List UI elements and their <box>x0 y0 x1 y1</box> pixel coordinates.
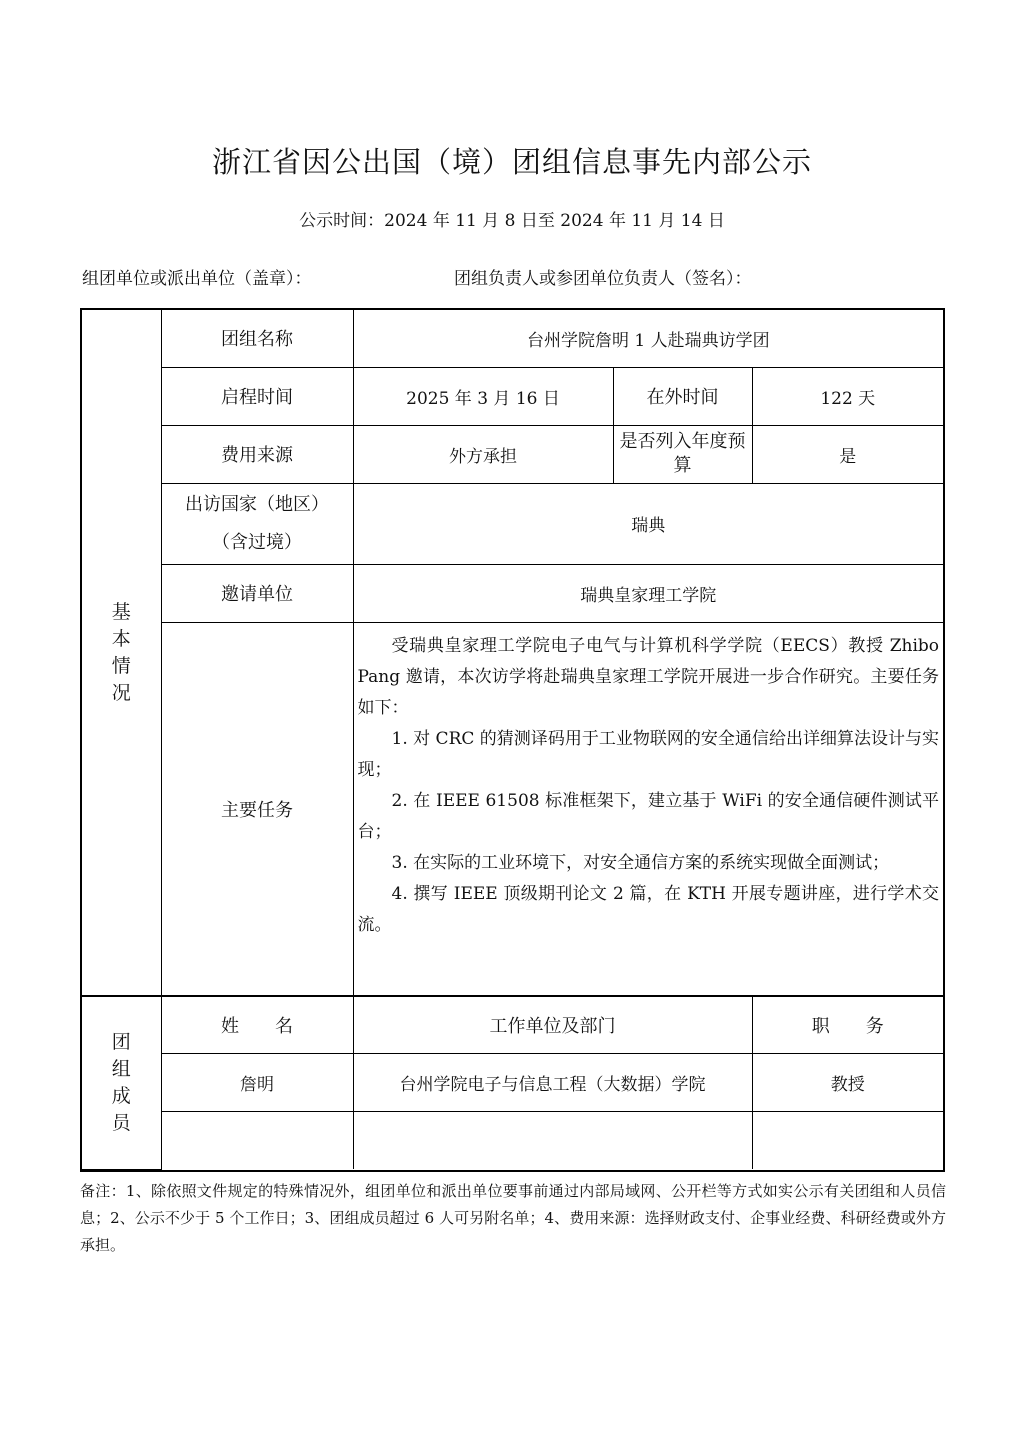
task-item-4: 4. 撰写 IEEE 顶级期刊论文 2 篇，在 KTH 开展专题讲座，进行学术交流。 <box>357 883 940 935</box>
info-table <box>82 310 943 1170</box>
country-label: 出访国家（地区） （含过境） <box>161 483 353 564</box>
budget-label: 是否列入年度预算 <box>613 425 752 483</box>
group-name-value: 台州学院詹明 1 人赴瑞典访学团 <box>353 310 943 367</box>
member-name-header: 姓 名 <box>161 996 353 1053</box>
departure-value: 2025 年 3 月 16 日 <box>353 367 613 425</box>
member-title: 教授 <box>752 1053 943 1111</box>
members-section-label: 团 组 成 员 <box>82 996 161 1169</box>
member-title-empty <box>752 1111 943 1169</box>
task-item-2: 2. 在 IEEE 61508 标准框架下，建立基于 WiFi 的安全通信硬件测试平台； <box>357 790 940 842</box>
member-name: 詹明 <box>161 1053 353 1111</box>
duration-value: 122 天 <box>752 367 943 425</box>
main-task-content <box>353 622 943 996</box>
info-table-frame <box>80 308 945 1172</box>
inviter-value: 瑞典皇家理工学院 <box>353 564 943 622</box>
publicity-period: 公示时间：2024 年 11 月 8 日至 2024 年 11 月 14 日 <box>299 211 725 231</box>
country-value: 瑞典 <box>353 483 943 564</box>
footnote: 备注：1、除依照文件规定的特殊情况外，组团单位和派出单位要事前通过内部局域网、公开栏等方式如实公示有关团组和人员信息；2、公示不少于 5 个工作日；3、团组成员超过 6 人可另附名单；4、费用来源：选择财政支付、企事业经费、科研经费或外方承担。 <box>80 1182 946 1254</box>
task-item-3: 3. 在实际的工业环境下，对安全通信方案的系统实现做全面测试； <box>391 852 890 873</box>
page-title: 浙江省因公出国（境）团组信息事先内部公示 <box>211 145 812 179</box>
group-name-label: 团组名称 <box>161 310 353 367</box>
member-name-empty <box>161 1111 353 1169</box>
member-title-header: 职 务 <box>752 996 943 1053</box>
signature-line <box>82 264 952 289</box>
task-item-1: 1. 对 CRC 的猜测译码用于工业物联网的安全通信给出详细算法设计与实现； <box>357 728 940 780</box>
inviter-label: 邀请单位 <box>161 564 353 622</box>
member-unit-header: 工作单位及部门 <box>353 996 752 1053</box>
budget-value: 是 <box>752 425 943 483</box>
duration-label: 在外时间 <box>613 367 752 425</box>
funding-label: 费用来源 <box>161 425 353 483</box>
leader-signature-label: 团组负责人或参团单位负责人（签名）： <box>454 269 752 289</box>
task-intro: 受瑞典皇家理工学院电子电气与计算机科学学院（EECS）教授 Zhibo Pang 邀请，本次访学将赴瑞典皇家理工学院开展进一步合作研究。主要任务如下： <box>357 635 940 718</box>
departure-label: 启程时间 <box>161 367 353 425</box>
member-unit: 台州学院电子与信息工程（大数据）学院 <box>353 1053 752 1111</box>
main-task-label: 主要任务 <box>161 622 353 996</box>
organizer-seal-label: 组团单位或派出单位（盖章）： <box>82 269 312 289</box>
member-unit-empty <box>353 1111 752 1169</box>
basic-info-section-label: 基 本 情 况 <box>82 310 161 996</box>
funding-value: 外方承担 <box>353 425 613 483</box>
